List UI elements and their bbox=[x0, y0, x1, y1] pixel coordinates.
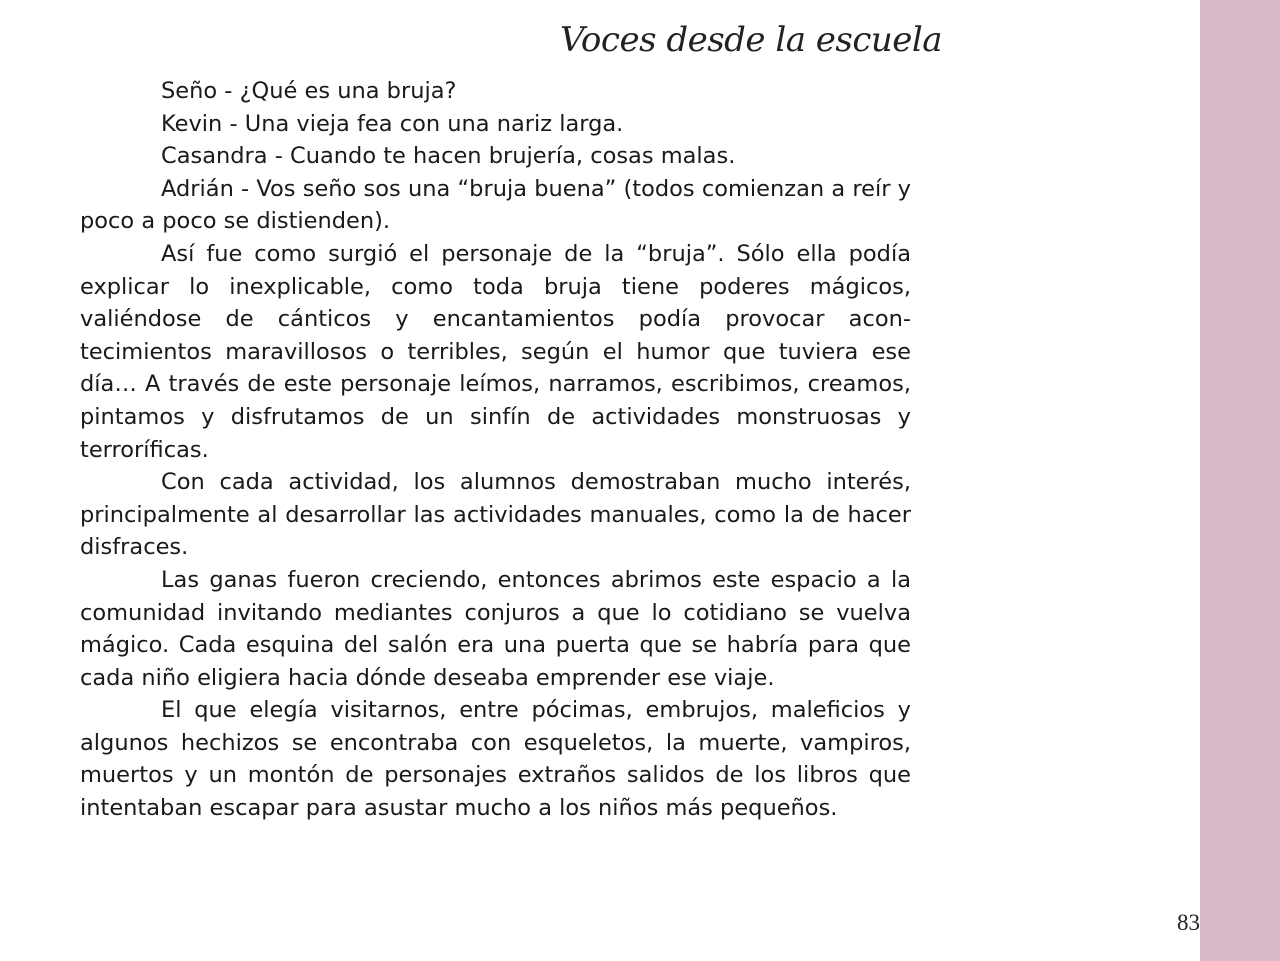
running-header: Voces desde la escuela bbox=[560, 20, 943, 60]
side-color-band bbox=[1200, 0, 1280, 961]
paragraph: Las ganas fueron creciendo, entonces abrimos este espacio a la comunidad invitando mediantes conjuros a que lo cotidiano se vuelva mágico. Cada esquina del salón era una puerta que se habría para que cada niño eligiera hacia dónde deseaba emprender ese viaje. bbox=[80, 566, 911, 691]
paragraph: Kevin - Una vieja fea con una nariz larga. bbox=[161, 110, 624, 137]
paragraph: Así fue como surgió el personaje de la “bruja”. Sólo ella podía explicar lo inexplicable, como toda bruja tiene poderes mágicos, valiéndose de cánticos y encantamientos podía provocar acontecimientos maravillosos o terribles, según el humor que tuviera ese día… A través de este personaje leímos, narramos, escribimos, creamos, pintamos y disfrutamos de un sinfín de actividades monstruosas y terroríficas. bbox=[80, 240, 911, 463]
page-number: 83 bbox=[1177, 910, 1200, 935]
paragraph: Adrián - Vos seño sos una “bruja buena” (todos comienzan a reír y poco a poco se distienden). bbox=[80, 175, 911, 235]
paragraph: Seño - ¿Qué es una bruja? bbox=[161, 78, 457, 104]
paragraph: Con cada actividad, los alumnos demostraban mucho interés, principalmente al desarrollar las actividades manuales, como la de hacer disfraces. bbox=[80, 469, 911, 561]
body-text bbox=[80, 75, 911, 825]
paragraph: Casandra - Cuando te hacen brujería, cosas malas. bbox=[161, 143, 736, 170]
paragraph: El que elegía visitarnos, entre pócimas, embrujos, maleficios y algunos hechizos se encontraba con esqueletos, la muerte, vampiros, muertos y un montón de personajes extraños salidos de los libros que intentaban escapar para asustar mucho a los niños más pequeños. bbox=[80, 697, 911, 822]
